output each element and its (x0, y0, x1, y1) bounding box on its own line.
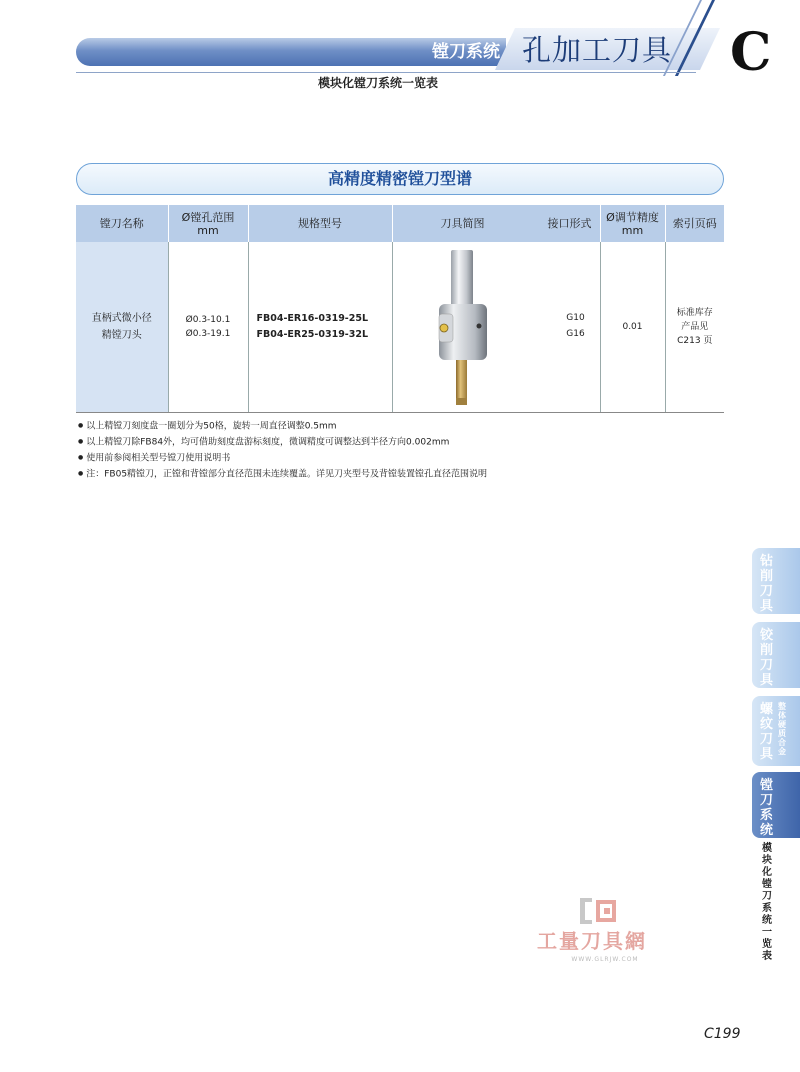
side-tab-label: 螺纹刀具 (760, 702, 774, 762)
index-line3: C213 页 (677, 335, 713, 346)
header-drawing: 刀具简图 (440, 217, 485, 230)
header-rule (76, 72, 696, 73)
header-system-label: 镗刀系统 (432, 42, 500, 62)
interface-values (561, 310, 591, 342)
table-header-row (76, 205, 724, 242)
notes-list (78, 418, 638, 482)
header-range-line1: Ø镗孔范围 (181, 210, 235, 224)
cell-range (168, 242, 248, 412)
side-tab-reaming[interactable] (752, 622, 800, 688)
catalog-table (76, 205, 724, 412)
tool-name-line2: 精镗刀头 (101, 329, 142, 341)
note-item: ● 以上精镗刀刻度盘一圈划分为50格，旋转一周直径调整0.5mm (78, 418, 638, 434)
header-interface: 接口形式 (547, 217, 592, 230)
section-title: 高精度精密镗刀型谱 (76, 163, 724, 195)
cell-model (248, 242, 392, 412)
side-tab-boring[interactable] (752, 772, 800, 838)
watermark-url: WWW.GLRJW.COM (571, 956, 639, 963)
side-tab-threading[interactable] (752, 696, 800, 766)
side-tab-label: 钻削刀具 (760, 554, 774, 614)
cell-drawing (392, 242, 600, 412)
side-tab-drilling[interactable] (752, 548, 800, 614)
note-item: ● 以上精镗刀除FB84外，均可借助刻度盘游标刻度，微调精度可调整达到半径方向0.002mm (78, 434, 638, 450)
cell-index (665, 242, 724, 412)
header-model: 规格型号 (248, 205, 392, 242)
page-title: 孔加工刀具 (522, 33, 673, 67)
note-item: ● 注：FB05精镗刀，正镗和背镗部分直径范围未连续覆盖。详见刀夹型号及背镗装置镗孔直径范围说明 (78, 466, 638, 482)
interface-1: G10 (566, 313, 585, 323)
cell-tool-name (76, 242, 168, 412)
watermark-logo (578, 896, 622, 926)
watermark-text: 工量刀具網 (537, 929, 647, 953)
range-2: Ø0.3-19.1 (185, 328, 231, 339)
model-1: FB04-ER16-0319-25L (256, 312, 369, 324)
side-tab-label: 镗刀系统 (760, 778, 774, 838)
chapter-letter: C (730, 22, 772, 83)
side-tab-sublabel: 整体硬质合金 (778, 702, 786, 756)
header-range (168, 205, 248, 242)
header-drawing-interface (392, 205, 600, 242)
header-index: 索引页码 (665, 205, 724, 242)
side-subtitle: 模块化镗刀系统一览表 (762, 843, 772, 962)
cell-precision: 0.01 (600, 242, 665, 412)
tool-name-line1: 直柄式微小径 (91, 312, 152, 324)
page-number: C199 (704, 1026, 741, 1042)
spec-table (76, 205, 724, 413)
interface-2: G16 (566, 329, 585, 339)
model-2: FB04-ER25-0319-32L (256, 328, 369, 340)
header-precision-line2: mm (621, 223, 644, 237)
header-precision-line1: Ø调节精度 (606, 210, 659, 224)
boring-head-image (431, 248, 501, 408)
table-row (76, 242, 724, 412)
header-precision (600, 205, 665, 242)
page-subtitle: 模块化镗刀系统一览表 (318, 76, 439, 90)
side-tab-label: 铰削刀具 (760, 628, 774, 688)
header-name: 镗刀名称 (76, 205, 168, 242)
note-item: ● 使用前参阅相关型号镗刀使用说明书 (78, 450, 638, 466)
range-1: Ø0.3-10.1 (185, 314, 231, 325)
index-line1: 标准库存 (676, 307, 713, 318)
index-line2: 产品见 (681, 321, 709, 332)
header-range-line2: mm (197, 223, 219, 237)
